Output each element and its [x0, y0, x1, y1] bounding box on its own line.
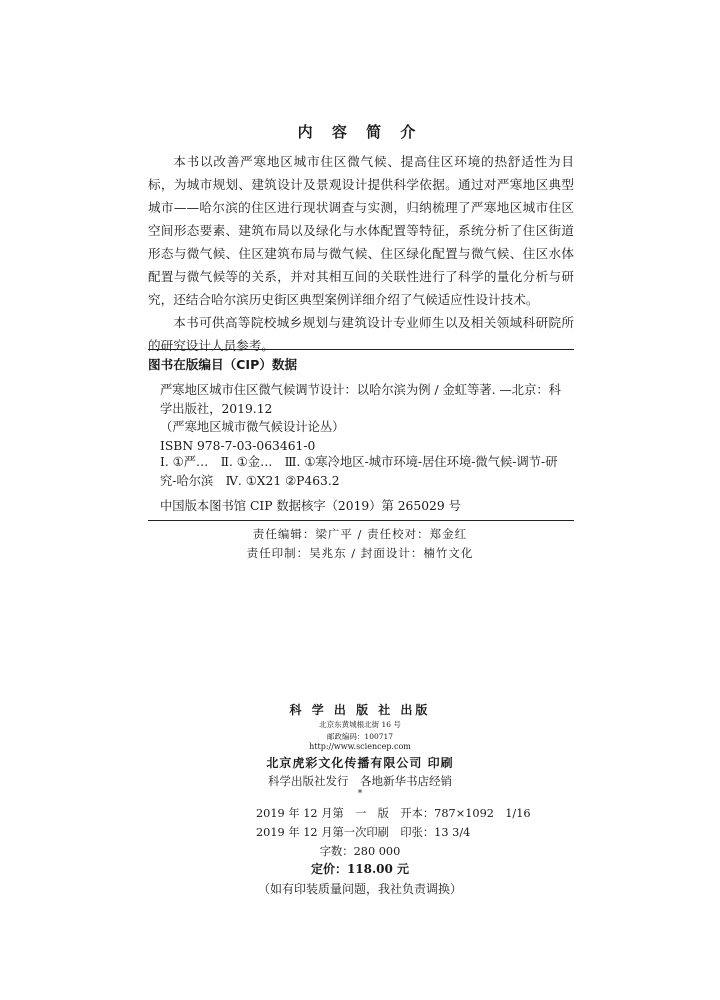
page-title: 内 容 简 介 — [297, 123, 423, 141]
cip-library-line: 中国版本图书馆 CIP 数据核字（2019）第 265029 号 — [160, 499, 461, 513]
separator-star: * — [357, 789, 363, 799]
summary-paragraph-1: 本书以改善严寒地区城市住区微气候、提高住区环境的热舒适性为目标，为城市规划、建筑设计及景观设计提供科学依据。通过对严寒地区典型城市——哈尔滨的住区进行现状调查与实测，归纳梳理了严寒地区城市住区空间形态要素、建筑布局以及绿化与水体配置等特征，系统分析了住区街道形态与微气候、住区建筑布局与微气候、住区绿化配置与微气候、住区水体配置与微气候等的关系，并对其相互间的关联性进行了科学的量化分析与研究，还结合哈尔滨历史街区典型案例详细介绍了气候适应性设计技术。 — [148, 154, 574, 307]
printing-line: 2019 年 12 月第一次印刷 印张：13 3/4 — [256, 826, 471, 839]
editor-credits: 责任编辑：梁广平 / 责任校对：郑金红 — [252, 527, 468, 541]
cip-classification-line: Ⅰ. ①严… Ⅱ. ①金… Ⅲ. ①寒冷地区-城市环境-居住环境-微气候-调节-研究-哈尔滨 Ⅳ. ①X21 ②P463.2 — [160, 455, 558, 488]
cip-title-line: 严寒地区城市住区微气候调节设计：以哈尔滨为例 / 金虹等著. —北京：科学出版社，2019.12 — [160, 383, 561, 416]
cip-heading: 图书在版编目（CIP）数据 — [148, 357, 298, 372]
publisher-url: http://www.sciencep.com — [309, 742, 411, 751]
printer-name: 北京虎彩文化传播有限公司 印刷 — [266, 756, 454, 770]
cip-bottom-divider — [148, 520, 574, 521]
edition-line: 2019 年 12 月第 一 版 开本：787×1092 1/16 — [256, 807, 531, 820]
cip-record — [160, 381, 572, 455]
distribution-line: 科学出版社发行 各地新华书店经销 — [268, 774, 452, 788]
summary-paragraph-2: 本书可供高等院校城乡规划与建筑设计专业师生以及相关领域科研院所的研究设计人员参考。 — [148, 315, 574, 353]
cip-classification — [160, 453, 572, 490]
cip-series-line: （严寒地区城市微气候设计论丛） — [160, 420, 345, 434]
cip-top-divider — [148, 349, 574, 350]
price: 定价：118.00 元 — [310, 862, 410, 876]
publisher-name: 科 学 出 版 社 出版 — [289, 703, 431, 717]
cip-isbn-line: ISBN 978-7-03-063461-0 — [160, 438, 316, 453]
cip-library-record — [160, 497, 572, 516]
publisher-address: 北京东黄城根北街 16 号 — [319, 720, 401, 729]
word-count: 字数：280 000 — [319, 845, 401, 858]
production-credits: 责任印制：吴兆东 / 封面设计：楠竹文化 — [246, 546, 474, 560]
book-summary — [148, 150, 574, 357]
quality-notice: （如有印装质量问题，我社负责调换） — [257, 882, 462, 896]
publisher-postcode: 邮政编码：100717 — [326, 732, 394, 741]
